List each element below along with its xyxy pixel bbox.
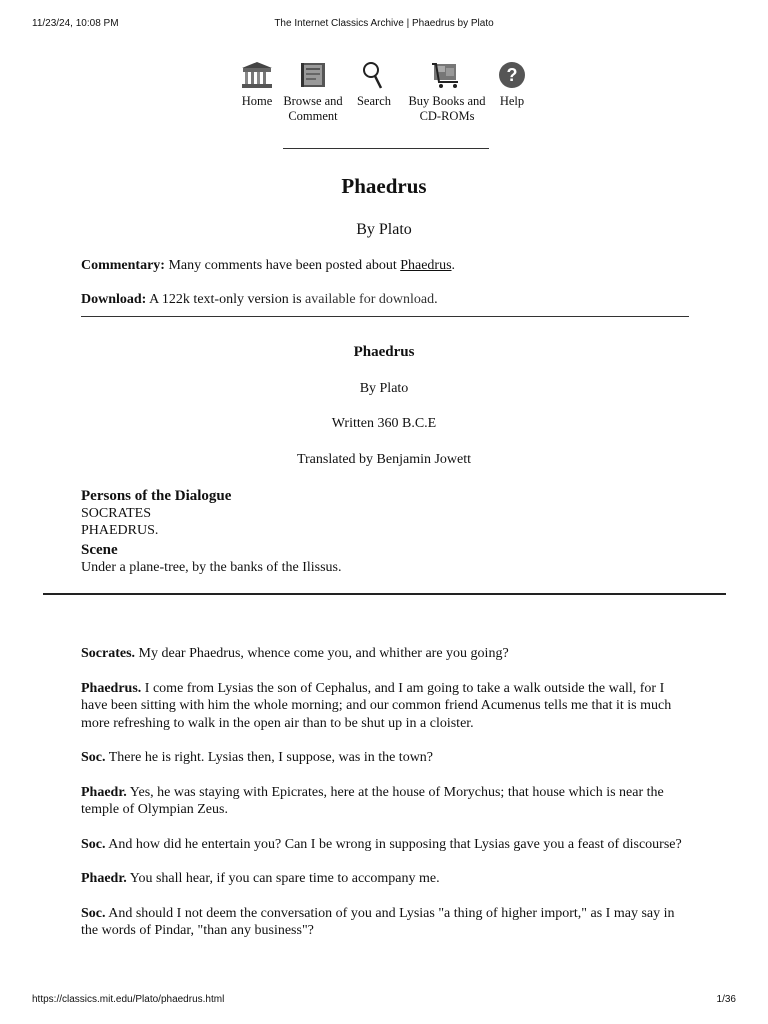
nav-bar (236, 60, 536, 124)
dialogue-paragraph (81, 645, 691, 663)
print-page-title: The Internet Classics Archive | Phaedrus by Plato (274, 18, 494, 29)
download-text: A 122k text-only version is (149, 292, 302, 307)
nav-search-label: Search (356, 94, 391, 108)
commentary-text: Many comments have been posted about (168, 258, 397, 273)
scene-text: Under a plane-tree, by the banks of the Ilissus. (81, 560, 342, 575)
dialogue-paragraph (81, 905, 691, 940)
speaker: Phaedr. (81, 784, 127, 800)
nav-buy[interactable] (404, 60, 490, 124)
speaker: Phaedrus. (81, 680, 142, 696)
print-datetime: 11/23/24, 10:08 PM (32, 18, 119, 29)
print-page-count: 1/36 (716, 994, 736, 1005)
commentary-label: Commentary: (81, 258, 165, 273)
temple-icon (240, 60, 274, 90)
speaker: Phaedr. (81, 871, 127, 886)
dialogue-paragraph (81, 870, 691, 888)
persons-section (81, 487, 341, 576)
scene-heading: Scene (81, 542, 118, 558)
cart-icon (430, 60, 464, 90)
divider (81, 316, 689, 317)
speech: You shall hear, if you can spare time to accompany me. (129, 871, 440, 886)
speech: My dear Phaedrus, whence come you, and whither are you going? (138, 646, 509, 661)
question-icon (495, 60, 529, 90)
person-item: SOCRATES (81, 506, 152, 521)
speech: And should I not deem the conversation of you and Lysias "a thing of higher import," as I may say in the words of Pindar, "than any business"? (81, 905, 675, 938)
nav-help-label: Help (499, 94, 525, 108)
magnifier-icon (357, 60, 391, 90)
work-translator: Translated by Benjamin Jowett (296, 452, 472, 467)
print-url: https://classics.mit.edu/Plato/phaedrus.html (32, 994, 225, 1005)
speech: There he is right. Lysias then, I suppose, was in the town? (108, 750, 434, 765)
dialogue-paragraph (81, 749, 691, 767)
commentary-link[interactable]: Phaedrus (400, 258, 452, 273)
download-line (81, 292, 438, 308)
download-label: Download: (81, 292, 147, 307)
person-item: PHAEDRUS. (81, 523, 159, 538)
persons-heading: Persons of the Dialogue (81, 488, 232, 504)
page-title: Phaedrus (341, 174, 427, 198)
speaker: Socrates. (81, 646, 136, 661)
dialogue-paragraph (81, 836, 691, 854)
dialogue-text (81, 645, 691, 957)
speaker: Soc. (81, 905, 106, 921)
svg-text:?: ? (506, 65, 518, 85)
commentary-end: . (451, 258, 456, 273)
divider (283, 148, 489, 149)
speech: And how did he entertain you? Can I be wrong in supposing that Lysias gave you a feast of discourse? (108, 836, 682, 852)
dialogue-paragraph (81, 784, 691, 819)
nav-buy-label: Buy Books and CD-ROMs (408, 94, 486, 123)
download-end: . (434, 292, 438, 307)
book-icon (296, 60, 330, 90)
nav-help[interactable] (492, 60, 532, 124)
download-link[interactable]: available for download (305, 292, 435, 307)
page-byline: By Plato (356, 221, 412, 238)
nav-home-label: Home (241, 94, 273, 108)
speech: Yes, he was staying with Epicrates, here at the house of Morychus; that house which is near the temple of Olympian Zeus. (81, 784, 664, 817)
dialogue-paragraph (81, 680, 691, 733)
speaker: Soc. (81, 836, 106, 852)
nav-browse[interactable] (280, 60, 346, 124)
speaker: Soc. (81, 750, 106, 765)
nav-search[interactable] (350, 60, 398, 124)
nav-home[interactable] (236, 60, 278, 124)
work-written: Written 360 B.C.E (331, 416, 437, 431)
divider (43, 593, 726, 595)
nav-browse-label: Browse and Comment (283, 94, 343, 123)
commentary-line (81, 258, 455, 274)
work-byline: By Plato (359, 381, 409, 396)
work-title: Phaedrus (353, 344, 415, 360)
speech: I come from Lysias the son of Cephalus, and I am going to take a walk outside the wall, for I have been sitting with him the whole morning; and our common friend Acumenus tells me that it is much more refreshing to walk in the open air than to be shut up in a cloister. (81, 680, 672, 731)
